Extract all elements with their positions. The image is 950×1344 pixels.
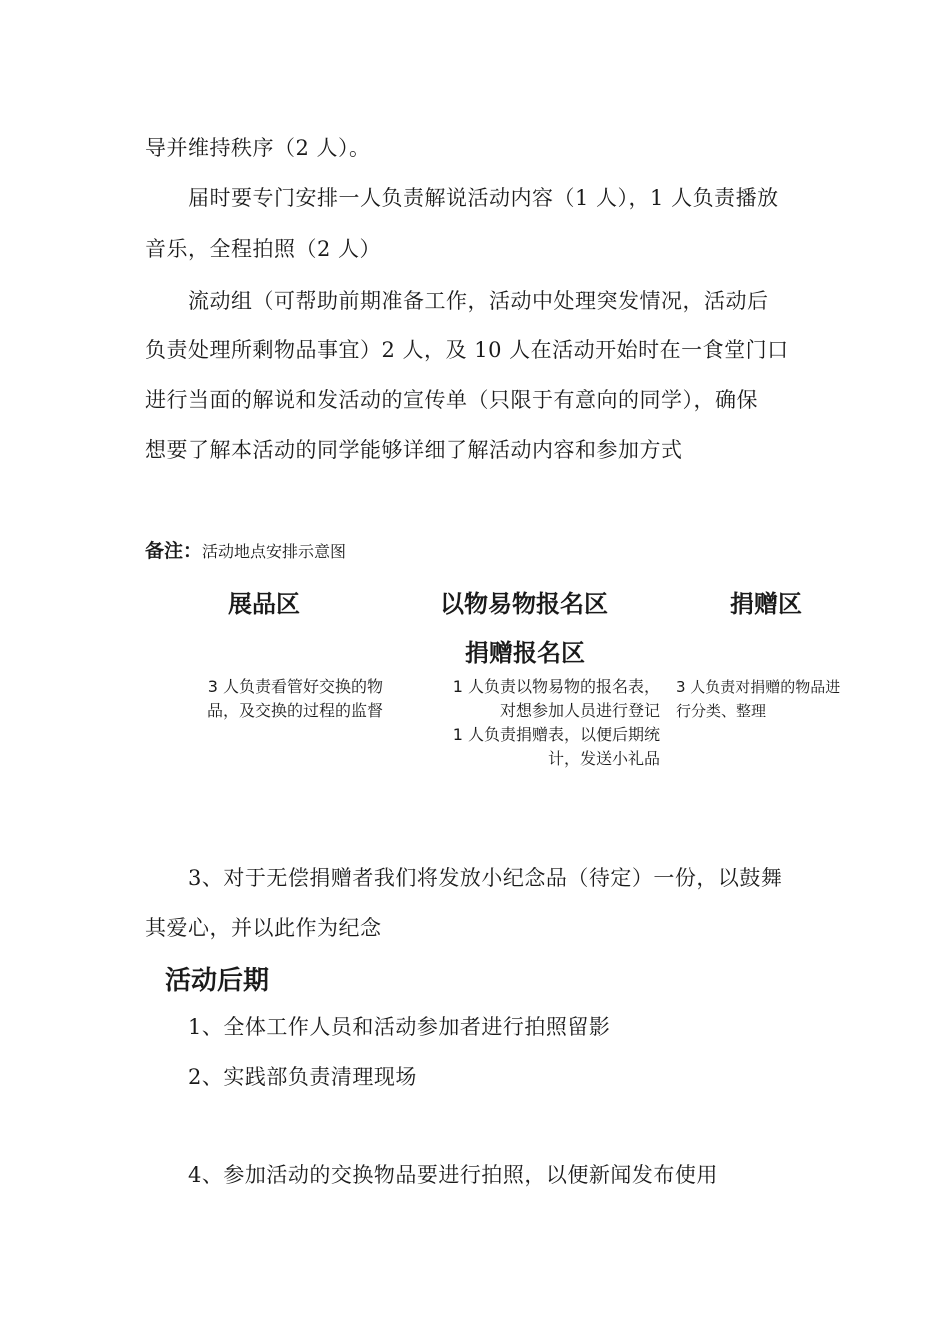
paragraph-line: 导并维持秩序（2 人）。: [145, 136, 371, 160]
zone-desc-line: 1 人负责捐赠表，以便后期统: [452, 725, 660, 744]
paragraph-line: 3、对于无偿捐赠者我们将发放小纪念品（待定）一份，以鼓舞: [188, 866, 783, 890]
list-item: 2、实践部负责清理现场: [188, 1065, 417, 1089]
paragraph-line: 流动组（可帮助前期准备工作，活动中处理突发情况，活动后: [188, 289, 769, 313]
zone-desc-line: 3 人负责看管好交换的物: [207, 677, 383, 696]
zone-desc-line: 品，及交换的过程的监督: [206, 701, 383, 720]
note-text: 活动地点安排示意图: [202, 542, 347, 561]
zone-title-exhibit: 展品区: [228, 590, 300, 618]
zone-desc-line: 计，发送小礼品: [547, 749, 660, 768]
section-heading: 活动后期: [165, 966, 270, 996]
zone-desc-donation: [676, 675, 876, 723]
paragraph-line: 负责处理所剩物品事宜）2 人，及 10 人在活动开始时在一食堂门口: [145, 338, 789, 362]
paragraph-line: 进行当面的解说和发活动的宣传单（只限于有意向的同学），确保: [145, 388, 758, 412]
zone-desc-line: 行分类、整理: [676, 702, 767, 720]
note-label: 备注：: [145, 540, 203, 562]
zone-desc-barter-signup: [396, 675, 660, 723]
zone-desc-line: 对想参加人员进行登记: [499, 701, 660, 720]
paragraph-line: 想要了解本活动的同学能够详细了解活动内容和参加方式: [145, 438, 683, 462]
zone-desc-donation-signup: [396, 723, 660, 771]
zone-title-barter-signup: 以物易物报名区: [440, 590, 608, 618]
paragraph-line: 届时要专门安排一人负责解说活动内容（1 人），1 人负责播放: [188, 186, 779, 210]
zone-desc-line: 1 人负责以物易物的报名表，: [452, 677, 660, 696]
zone-desc-line: 3 人负责对捐赠的物品进: [676, 678, 841, 696]
zone-desc-exhibit: [145, 675, 383, 723]
zone-title-donation: 捐赠区: [730, 590, 802, 618]
note: [145, 536, 346, 563]
paragraph-line: 音乐，全程拍照（2 人）: [145, 237, 382, 261]
zone-title-donation-signup: 捐赠报名区: [465, 639, 585, 667]
list-item: 1、全体工作人员和活动参加者进行拍照留影: [188, 1015, 611, 1039]
paragraph-line: 其爱心，并以此作为纪念: [145, 916, 382, 940]
list-item: 4、参加活动的交换物品要进行拍照，以便新闻发布使用: [188, 1163, 718, 1187]
